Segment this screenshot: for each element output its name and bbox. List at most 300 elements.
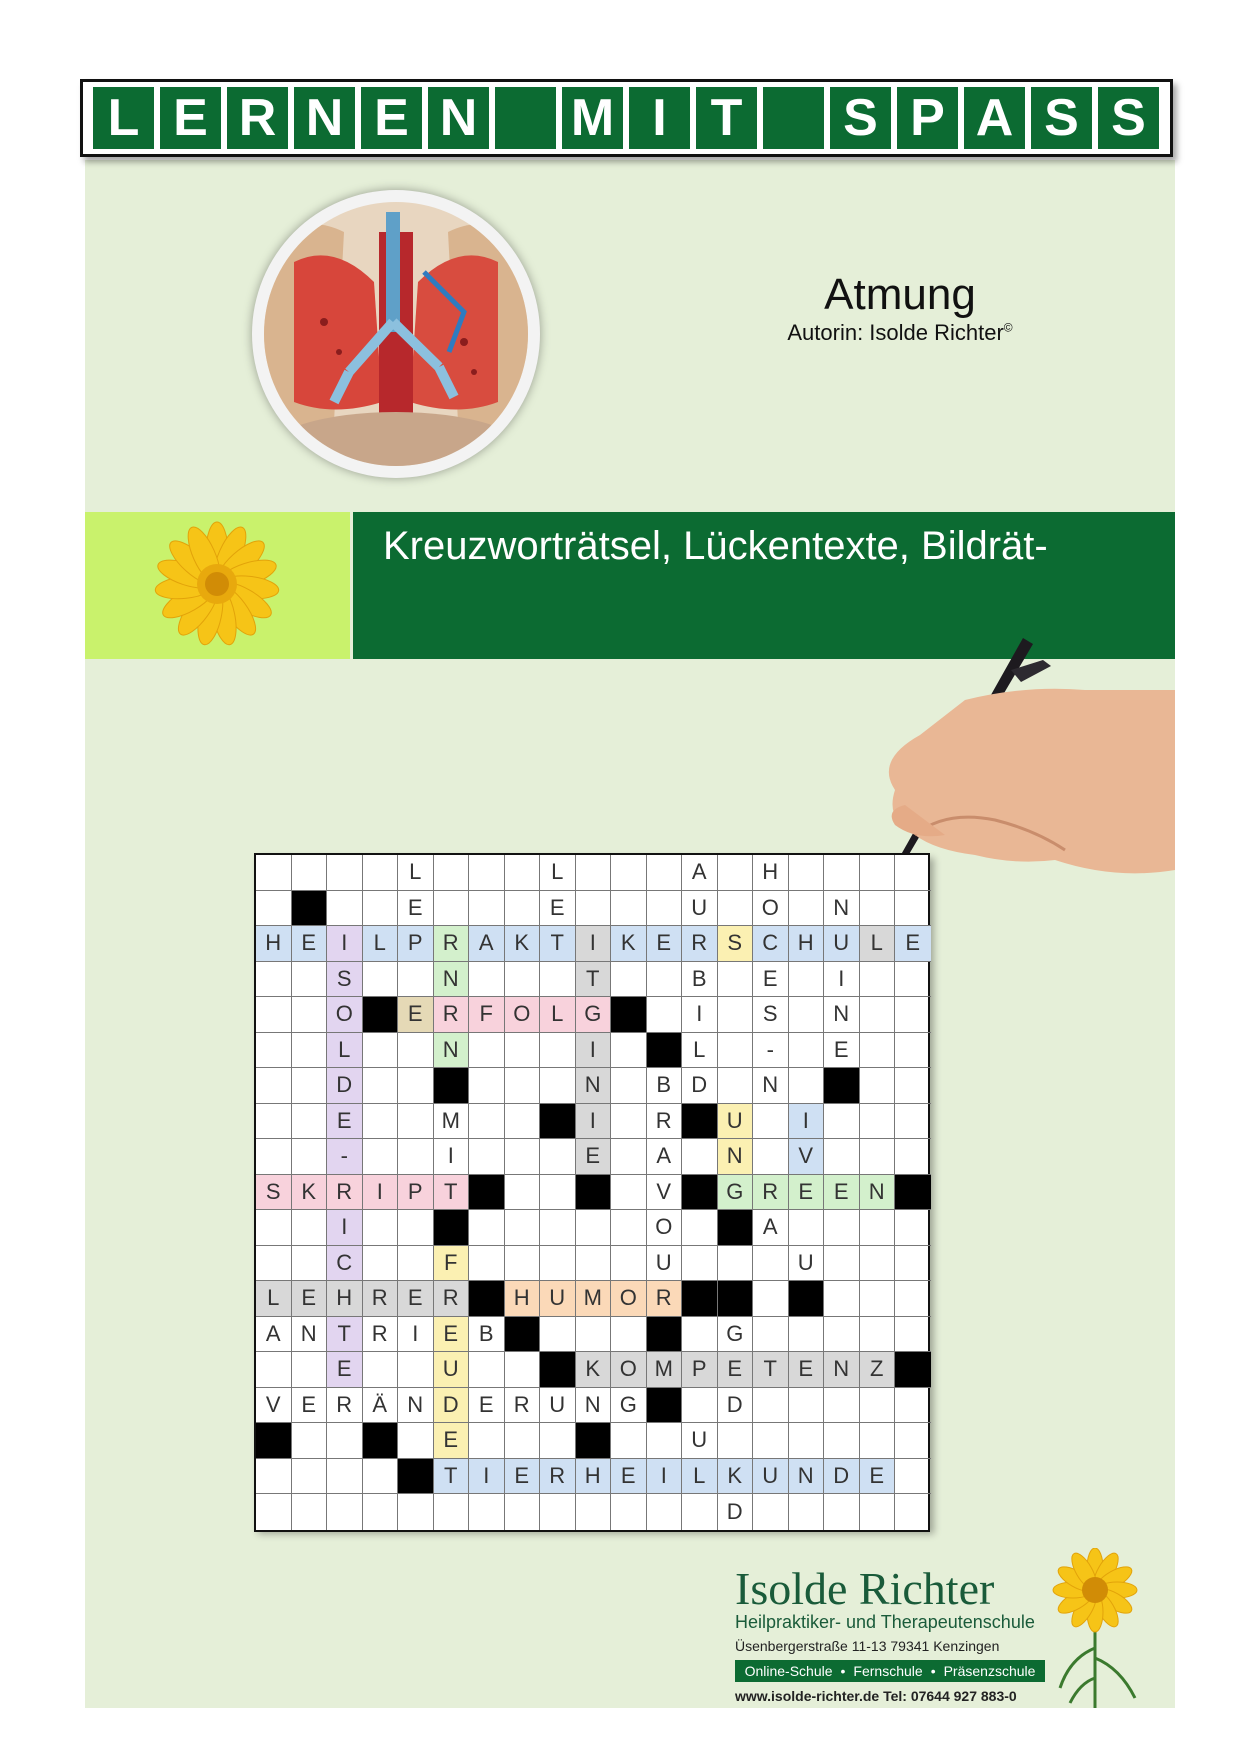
crossword-empty-cell: [505, 1104, 541, 1140]
crossword-empty-cell: [789, 1494, 825, 1530]
crossword-empty-cell: [895, 997, 931, 1033]
crossword-letter-cell: B: [469, 1317, 505, 1353]
crossword-letter-cell: N: [753, 1068, 789, 1104]
crossword-letter-cell: L: [363, 926, 399, 962]
crossword-black-cell: [469, 1281, 505, 1317]
crossword-empty-cell: [895, 1317, 931, 1353]
crossword-letter-cell: H: [256, 926, 292, 962]
crossword-letter-cell: E: [398, 891, 434, 927]
crossword-empty-cell: [682, 1494, 718, 1530]
crossword-letter-cell: I: [363, 1175, 399, 1211]
crossword-empty-cell: [718, 855, 754, 891]
crossword-empty-cell: [718, 1246, 754, 1282]
crossword-letter-cell: L: [540, 855, 576, 891]
crossword-letter-cell: T: [753, 1352, 789, 1388]
crossword-letter-cell: E: [753, 962, 789, 998]
crossword-empty-cell: [789, 1388, 825, 1424]
crossword-letter-cell: M: [647, 1352, 683, 1388]
crossword-empty-cell: [611, 1210, 647, 1246]
crossword-letter-cell: M: [434, 1104, 470, 1140]
crossword-empty-cell: [895, 1033, 931, 1069]
crossword-letter-cell: U: [682, 891, 718, 927]
crossword-empty-cell: [789, 1317, 825, 1353]
crossword-empty-cell: [824, 1139, 860, 1175]
crossword-black-cell: [576, 1423, 612, 1459]
banner-letter: S: [1098, 87, 1159, 149]
lernen-mit-spass-banner: [80, 79, 1173, 157]
crossword-empty-cell: [469, 1139, 505, 1175]
crossword-letter-cell: H: [753, 855, 789, 891]
crossword-empty-cell: [611, 1494, 647, 1530]
school-address: Üsenbergerstraße 11-13 79341 Kenzingen: [735, 1638, 1000, 1654]
crossword-empty-cell: [895, 1210, 931, 1246]
crossword-letter-cell: G: [611, 1388, 647, 1424]
crossword-letter-cell: O: [753, 891, 789, 927]
crossword-empty-cell: [469, 1210, 505, 1246]
crossword-letter-cell: U: [824, 926, 860, 962]
crossword-letter-cell: A: [647, 1139, 683, 1175]
crossword-letter-cell: K: [292, 1175, 328, 1211]
crossword-empty-cell: [789, 997, 825, 1033]
crossword-empty-cell: [505, 1423, 541, 1459]
crossword-letter-cell: U: [540, 1281, 576, 1317]
crossword-empty-cell: [647, 1494, 683, 1530]
banner-letter: E: [160, 87, 221, 149]
crossword-empty-cell: [363, 1352, 399, 1388]
crossword-black-cell: [718, 1281, 754, 1317]
crossword-empty-cell: [647, 855, 683, 891]
crossword-empty-cell: [895, 962, 931, 998]
crossword-empty-cell: [789, 962, 825, 998]
crossword-empty-cell: [860, 962, 896, 998]
crossword-empty-cell: [824, 1388, 860, 1424]
crossword-black-cell: [505, 1317, 541, 1353]
crossword-empty-cell: [256, 1068, 292, 1104]
crossword-empty-cell: [647, 962, 683, 998]
crossword-black-cell: [789, 1281, 825, 1317]
banner-letter: N: [428, 87, 489, 149]
crossword-letter-cell: N: [824, 997, 860, 1033]
crossword-empty-cell: [895, 1281, 931, 1317]
crossword-black-cell: [292, 891, 328, 927]
crossword-letter-cell: N: [860, 1175, 896, 1211]
crossword-empty-cell: [718, 1423, 754, 1459]
crossword-empty-cell: [824, 1281, 860, 1317]
crossword-empty-cell: [789, 1033, 825, 1069]
crossword-empty-cell: [469, 1494, 505, 1530]
crossword-black-cell: [363, 997, 399, 1033]
crossword-empty-cell: [576, 1494, 612, 1530]
crossword-letter-cell: N: [292, 1317, 328, 1353]
crossword-letter-cell: C: [327, 1246, 363, 1282]
crossword-empty-cell: [611, 891, 647, 927]
crossword-letter-cell: N: [824, 891, 860, 927]
crossword-letter-cell: E: [789, 1175, 825, 1211]
crossword-letter-cell: D: [718, 1388, 754, 1424]
crossword-empty-cell: [434, 1494, 470, 1530]
crossword-letter-cell: I: [434, 1139, 470, 1175]
crossword-letter-cell: I: [576, 1104, 612, 1140]
crossword-empty-cell: [505, 1352, 541, 1388]
crossword-empty-cell: [256, 1033, 292, 1069]
crossword-letter-cell: R: [434, 997, 470, 1033]
crossword-black-cell: [576, 1175, 612, 1211]
crossword-empty-cell: [469, 891, 505, 927]
crossword-letter-cell: G: [718, 1317, 754, 1353]
crossword-empty-cell: [327, 1494, 363, 1530]
crossword-letter-cell: E: [327, 1352, 363, 1388]
crossword-black-cell: [434, 1210, 470, 1246]
crossword-empty-cell: [434, 855, 470, 891]
crossword-empty-cell: [256, 1246, 292, 1282]
crossword-empty-cell: [860, 891, 896, 927]
crossword-letter-cell: H: [576, 1459, 612, 1495]
crossword-empty-cell: [682, 1246, 718, 1282]
crossword-letter-cell: F: [469, 997, 505, 1033]
crossword-grid: [254, 853, 930, 1532]
crossword-black-cell: [256, 1423, 292, 1459]
crossword-empty-cell: [753, 1104, 789, 1140]
crossword-empty-cell: [682, 1388, 718, 1424]
crossword-letter-cell: E: [860, 1459, 896, 1495]
crossword-empty-cell: [540, 1068, 576, 1104]
crossword-letter-cell: Z: [860, 1352, 896, 1388]
crossword-empty-cell: [363, 1104, 399, 1140]
crossword-black-cell: [363, 1423, 399, 1459]
banner-letter: M: [562, 87, 623, 149]
banner-letter: E: [361, 87, 422, 149]
crossword-empty-cell: [682, 1210, 718, 1246]
crossword-empty-cell: [789, 1068, 825, 1104]
crossword-letter-cell: I: [327, 1210, 363, 1246]
crossword-empty-cell: [576, 1246, 612, 1282]
crossword-empty-cell: [895, 1388, 931, 1424]
crossword-letter-cell: E: [540, 891, 576, 927]
crossword-letter-cell: R: [540, 1459, 576, 1495]
crossword-empty-cell: [327, 1459, 363, 1495]
crossword-empty-cell: [540, 962, 576, 998]
crossword-letter-cell: V: [789, 1139, 825, 1175]
crossword-letter-cell: E: [824, 1033, 860, 1069]
crossword-empty-cell: [860, 1423, 896, 1459]
crossword-empty-cell: [647, 1423, 683, 1459]
author-name: Autorin: Isolde Richter: [787, 320, 1004, 345]
crossword-letter-cell: H: [327, 1281, 363, 1317]
crossword-empty-cell: [860, 997, 896, 1033]
crossword-letter-cell: E: [824, 1175, 860, 1211]
crossword-letter-cell: -: [753, 1033, 789, 1069]
crossword-empty-cell: [540, 1210, 576, 1246]
crossword-black-cell: [611, 997, 647, 1033]
crossword-letter-cell: E: [895, 926, 931, 962]
banner-letter: R: [227, 87, 288, 149]
crossword-letter-cell: P: [682, 1352, 718, 1388]
lungs-image-icon: [264, 202, 528, 466]
crossword-black-cell: [895, 1352, 931, 1388]
crossword-letter-cell: O: [505, 997, 541, 1033]
crossword-empty-cell: [824, 1104, 860, 1140]
crossword-letter-cell: K: [576, 1352, 612, 1388]
crossword-empty-cell: [824, 1317, 860, 1353]
crossword-empty-cell: [789, 855, 825, 891]
service-presence: Präsenzschule: [943, 1663, 1036, 1679]
sunflower-icon: [150, 517, 284, 651]
crossword-letter-cell: I: [327, 926, 363, 962]
crossword-letter-cell: E: [789, 1352, 825, 1388]
crossword-letter-cell: T: [327, 1317, 363, 1353]
crossword-empty-cell: [398, 962, 434, 998]
crossword-empty-cell: [789, 1423, 825, 1459]
crossword-empty-cell: [398, 1210, 434, 1246]
crossword-empty-cell: [292, 1494, 328, 1530]
crossword-empty-cell: [895, 855, 931, 891]
crossword-empty-cell: [789, 891, 825, 927]
crossword-empty-cell: [434, 891, 470, 927]
crossword-empty-cell: [469, 1033, 505, 1069]
crossword-empty-cell: [576, 1317, 612, 1353]
crossword-empty-cell: [824, 1210, 860, 1246]
crossword-letter-cell: N: [576, 1388, 612, 1424]
crossword-empty-cell: [363, 855, 399, 891]
crossword-empty-cell: [398, 1246, 434, 1282]
crossword-empty-cell: [611, 962, 647, 998]
crossword-letter-cell: P: [398, 1175, 434, 1211]
crossword-letter-cell: R: [753, 1175, 789, 1211]
crossword-letter-cell: I: [682, 997, 718, 1033]
crossword-empty-cell: [611, 1139, 647, 1175]
crossword-letter-cell: L: [398, 855, 434, 891]
service-distance: Fernschule: [853, 1663, 923, 1679]
crossword-letter-cell: G: [718, 1175, 754, 1211]
crossword-black-cell: [540, 1104, 576, 1140]
crossword-empty-cell: [256, 1459, 292, 1495]
crossword-empty-cell: [327, 891, 363, 927]
crossword-empty-cell: [505, 891, 541, 927]
crossword-letter-cell: T: [434, 1459, 470, 1495]
crossword-letter-cell: L: [860, 926, 896, 962]
crossword-empty-cell: [292, 1033, 328, 1069]
crossword-letter-cell: N: [434, 1033, 470, 1069]
crossword-letter-cell: O: [327, 997, 363, 1033]
crossword-letter-cell: E: [647, 926, 683, 962]
crossword-letter-cell: H: [505, 1281, 541, 1317]
crossword-letter-cell: T: [540, 926, 576, 962]
crossword-empty-cell: [398, 1033, 434, 1069]
crossword-empty-cell: [256, 997, 292, 1033]
crossword-letter-cell: U: [718, 1104, 754, 1140]
banner-letter: P: [897, 87, 958, 149]
crossword-letter-cell: T: [434, 1175, 470, 1211]
crossword-black-cell: [434, 1068, 470, 1104]
crossword-black-cell: [647, 1033, 683, 1069]
crossword-empty-cell: [753, 1423, 789, 1459]
crossword-empty-cell: [469, 855, 505, 891]
crossword-black-cell: [682, 1104, 718, 1140]
crossword-empty-cell: [860, 1388, 896, 1424]
crossword-empty-cell: [292, 1139, 328, 1175]
crossword-letter-cell: D: [824, 1459, 860, 1495]
crossword-empty-cell: [895, 1246, 931, 1282]
crossword-empty-cell: [363, 1459, 399, 1495]
crossword-letter-cell: L: [682, 1033, 718, 1069]
school-subtitle: Heilpraktiker- und Therapeutenschule: [735, 1612, 1035, 1632]
crossword-black-cell: [647, 1317, 683, 1353]
crossword-letter-cell: E: [292, 926, 328, 962]
crossword-empty-cell: [540, 1175, 576, 1211]
crossword-empty-cell: [363, 962, 399, 998]
crossword-letter-cell: O: [647, 1210, 683, 1246]
crossword-letter-cell: I: [647, 1459, 683, 1495]
crossword-letter-cell: I: [576, 926, 612, 962]
crossword-empty-cell: [363, 1068, 399, 1104]
crossword-empty-cell: [611, 1068, 647, 1104]
crossword-empty-cell: [256, 855, 292, 891]
banner-letter: S: [1031, 87, 1092, 149]
crossword-letter-cell: R: [363, 1317, 399, 1353]
crossword-letter-cell: R: [327, 1388, 363, 1424]
crossword-empty-cell: [576, 855, 612, 891]
band-subtitle: Kreuzworträtsel, Lückentexte, Bildrät-: [383, 524, 1048, 568]
crossword-letter-cell: R: [327, 1175, 363, 1211]
crossword-empty-cell: [292, 1352, 328, 1388]
school-logo-name: Isolde Richter: [735, 1563, 995, 1614]
crossword-empty-cell: [398, 1352, 434, 1388]
crossword-empty-cell: [505, 1494, 541, 1530]
crossword-letter-cell: L: [540, 997, 576, 1033]
crossword-empty-cell: [895, 1068, 931, 1104]
crossword-empty-cell: [256, 891, 292, 927]
crossword-letter-cell: I: [398, 1317, 434, 1353]
crossword-letter-cell: P: [398, 926, 434, 962]
crossword-black-cell: [540, 1352, 576, 1388]
crossword-empty-cell: [292, 1210, 328, 1246]
banner-letter: A: [964, 87, 1025, 149]
crossword-empty-cell: [363, 1210, 399, 1246]
crossword-empty-cell: [718, 891, 754, 927]
crossword-empty-cell: [469, 1068, 505, 1104]
crossword-empty-cell: [860, 1104, 896, 1140]
crossword-empty-cell: [292, 1104, 328, 1140]
crossword-letter-cell: V: [256, 1388, 292, 1424]
crossword-letter-cell: Ä: [363, 1388, 399, 1424]
crossword-empty-cell: [256, 1494, 292, 1530]
crossword-empty-cell: [895, 1459, 931, 1495]
school-website-phone: www.isolde-richter.de Tel: 07644 927 883-0: [735, 1688, 1017, 1704]
crossword-empty-cell: [469, 1423, 505, 1459]
crossword-empty-cell: [505, 1139, 541, 1175]
crossword-black-cell: [824, 1068, 860, 1104]
crossword-empty-cell: [824, 1494, 860, 1530]
crossword-empty-cell: [753, 1388, 789, 1424]
crossword-letter-cell: A: [682, 855, 718, 891]
crossword-letter-cell: I: [576, 1033, 612, 1069]
crossword-letter-cell: U: [682, 1423, 718, 1459]
school-services-bar: [735, 1660, 1045, 1682]
crossword-letter-cell: A: [256, 1317, 292, 1353]
crossword-letter-cell: U: [753, 1459, 789, 1495]
crossword-empty-cell: [398, 1068, 434, 1104]
crossword-empty-cell: [469, 1104, 505, 1140]
crossword-black-cell: [718, 1210, 754, 1246]
crossword-empty-cell: [540, 1139, 576, 1175]
crossword-empty-cell: [860, 1210, 896, 1246]
crossword-empty-cell: [540, 1246, 576, 1282]
banner-gap: [495, 87, 556, 149]
crossword-empty-cell: [682, 1139, 718, 1175]
crossword-letter-cell: N: [789, 1459, 825, 1495]
crossword-empty-cell: [505, 962, 541, 998]
crossword-empty-cell: [363, 891, 399, 927]
crossword-empty-cell: [540, 1317, 576, 1353]
crossword-empty-cell: [611, 1246, 647, 1282]
crossword-empty-cell: [292, 1246, 328, 1282]
crossword-letter-cell: E: [292, 1281, 328, 1317]
crossword-letter-cell: L: [327, 1033, 363, 1069]
crossword-empty-cell: [363, 1033, 399, 1069]
crossword-empty-cell: [824, 1423, 860, 1459]
service-separator: •: [840, 1663, 846, 1679]
crossword-empty-cell: [611, 1423, 647, 1459]
crossword-letter-cell: E: [469, 1388, 505, 1424]
crossword-letter-cell: E: [576, 1139, 612, 1175]
crossword-empty-cell: [398, 1423, 434, 1459]
crossword-empty-cell: [824, 1246, 860, 1282]
banner-letter: N: [294, 87, 355, 149]
crossword-empty-cell: [753, 1139, 789, 1175]
crossword-empty-cell: [860, 1494, 896, 1530]
crossword-black-cell: [682, 1281, 718, 1317]
crossword-letter-cell: U: [789, 1246, 825, 1282]
crossword-empty-cell: [753, 1494, 789, 1530]
crossword-empty-cell: [718, 997, 754, 1033]
crossword-empty-cell: [824, 855, 860, 891]
crossword-letter-cell: I: [789, 1104, 825, 1140]
crossword-empty-cell: [540, 1494, 576, 1530]
crossword-letter-cell: E: [434, 1423, 470, 1459]
crossword-letter-cell: R: [505, 1388, 541, 1424]
crossword-letter-cell: D: [327, 1068, 363, 1104]
crossword-empty-cell: [647, 891, 683, 927]
crossword-letter-cell: I: [824, 962, 860, 998]
crossword-letter-cell: -: [327, 1139, 363, 1175]
crossword-letter-cell: B: [647, 1068, 683, 1104]
crossword-empty-cell: [611, 1317, 647, 1353]
crossword-empty-cell: [895, 1494, 931, 1530]
crossword-empty-cell: [292, 855, 328, 891]
crossword-empty-cell: [895, 1104, 931, 1140]
page-title: Atmung: [824, 270, 976, 319]
crossword-empty-cell: [327, 855, 363, 891]
service-online: Online-Schule: [744, 1663, 833, 1679]
crossword-letter-cell: T: [576, 962, 612, 998]
crossword-letter-cell: U: [647, 1246, 683, 1282]
crossword-empty-cell: [363, 1494, 399, 1530]
crossword-empty-cell: [505, 1068, 541, 1104]
crossword-letter-cell: E: [398, 997, 434, 1033]
crossword-empty-cell: [611, 1104, 647, 1140]
crossword-letter-cell: C: [753, 926, 789, 962]
crossword-empty-cell: [860, 1068, 896, 1104]
crossword-empty-cell: [363, 1246, 399, 1282]
crossword-letter-cell: R: [434, 926, 470, 962]
crossword-letter-cell: E: [292, 1388, 328, 1424]
crossword-letter-cell: E: [398, 1281, 434, 1317]
crossword-letter-cell: N: [398, 1388, 434, 1424]
crossword-empty-cell: [505, 855, 541, 891]
crossword-letter-cell: O: [611, 1281, 647, 1317]
crossword-letter-cell: F: [434, 1246, 470, 1282]
crossword-letter-cell: R: [434, 1281, 470, 1317]
